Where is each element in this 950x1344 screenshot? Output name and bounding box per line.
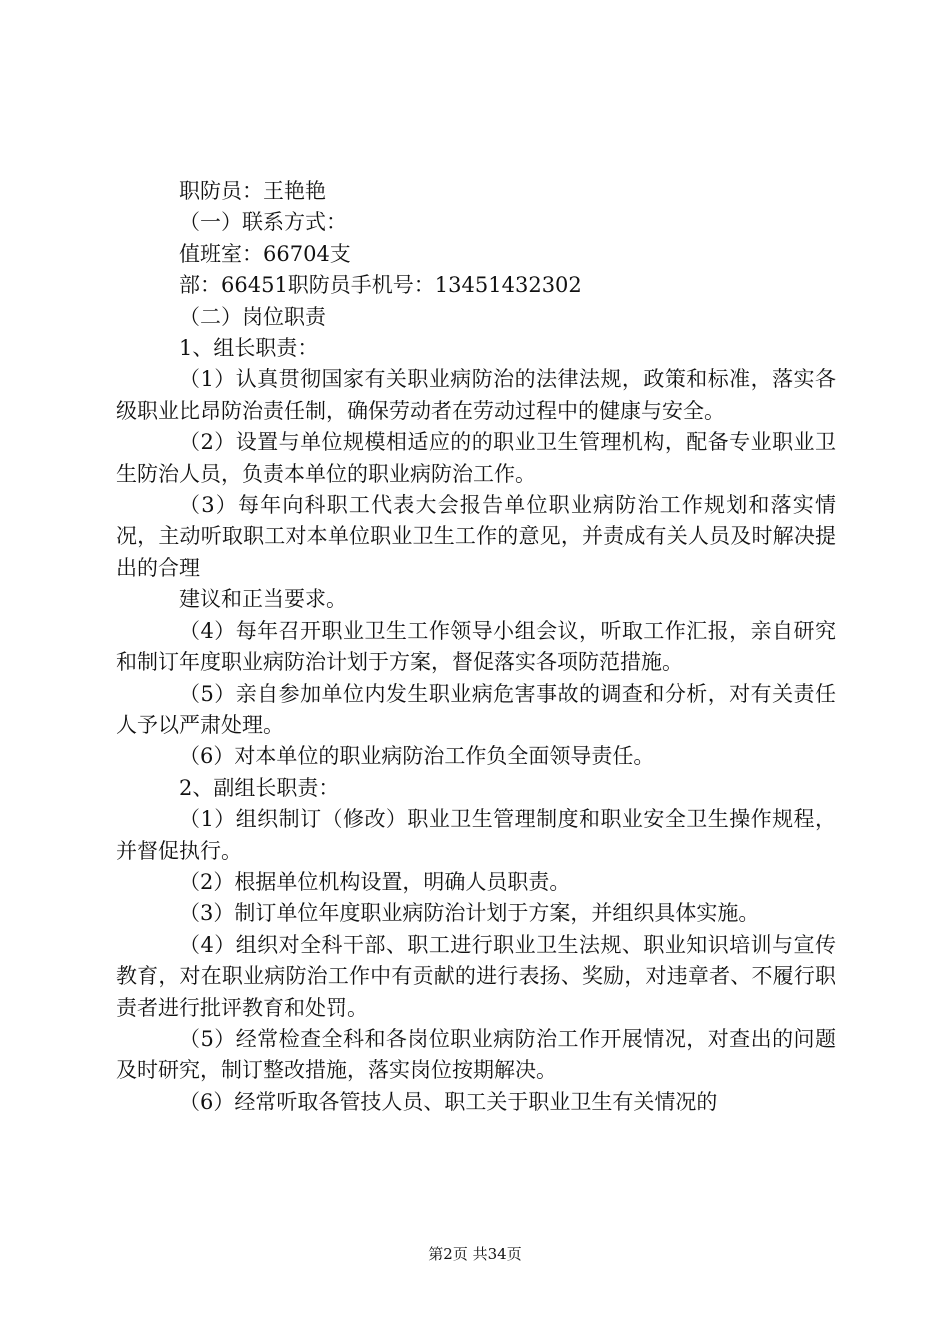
paragraph-p5: （二）岗位职责 [179,304,326,329]
paragraph-p14: 2、副组长职责： [179,775,340,800]
paragraph-p2: （一）联系方式： [179,210,347,235]
paragraph-p12: （5）亲自参加单位内发生职业病危害事故的调查和分析，对有关责任人予以严肃处理。 [116,681,836,737]
paragraph-p6: 1、组长职责： [179,336,319,361]
paragraph-p19: （5）经常检查全科和各岗位职业病防治工作开展情况，对查出的问题及时研究，制订整改措施，落实岗位按期解决。 [116,1026,836,1083]
paragraph-p7: （1）认真贯彻国家有关职业病防治的法律法规，政策和标准，落实各级职业比昂防治责任制，确保劳动者在劳动过程中的健康与安全。 [116,367,836,423]
paragraph-p1: 职防员：王艳艳 [179,179,326,203]
paragraph-p20: （6）经常听取各管技人员、职工关于职业卫生有关情况的 [179,1089,718,1114]
paragraph-p18: （4）组织对全科干部、职工进行职业卫生法规、职业知识培训与宣传教育，对在职业病防治工作中有贡献的进行表扬、奖励，对违章者、不履行职责者进行批评教育和处罚。 [116,932,836,1020]
document-body [116,176,836,1118]
paragraph-p10: 建议和正当要求。 [179,587,347,612]
paragraph-p17: （3）制订单位年度职业病防治计划于方案，并组织具体实施。 [179,901,760,926]
paragraph-p8: （2）设置与单位规模相适应的的职业卫生管理机构，配备专业职业卫生防治人员，负责本单位的职业病防治工作。 [116,430,836,486]
paragraph-p9: （3）每年向科职工代表大会报告单位职业病防治工作规划和落实情况，主动听取职工对本单位职业卫生工作的意见，并责成有关人员及时解决提出的合理 [116,493,836,580]
paragraph-p16: （2）根据单位机构设置，明确人员职责。 [179,869,571,894]
paragraph-p13: （6）对本单位的职业病防治工作负全面领导责任。 [179,744,655,769]
paragraph-p4: 部：66451职防员手机号：13451432302 [179,273,582,298]
paragraph-p15: （1）组织制订（修改）职业卫生管理制度和职业安全卫生操作规程，并督促执行。 [116,807,836,863]
page-number-label: 第2页 共34页 [428,1245,522,1263]
paragraph-p11: （4）每年召开职业卫生工作领导小组会议，听取工作汇报，亲自研究和制订年度职业病防治计划于方案，督促落实各项防范措施。 [116,618,836,675]
paragraph-p3: 值班室：66704支 [179,241,351,266]
page-footer [0,1244,950,1264]
